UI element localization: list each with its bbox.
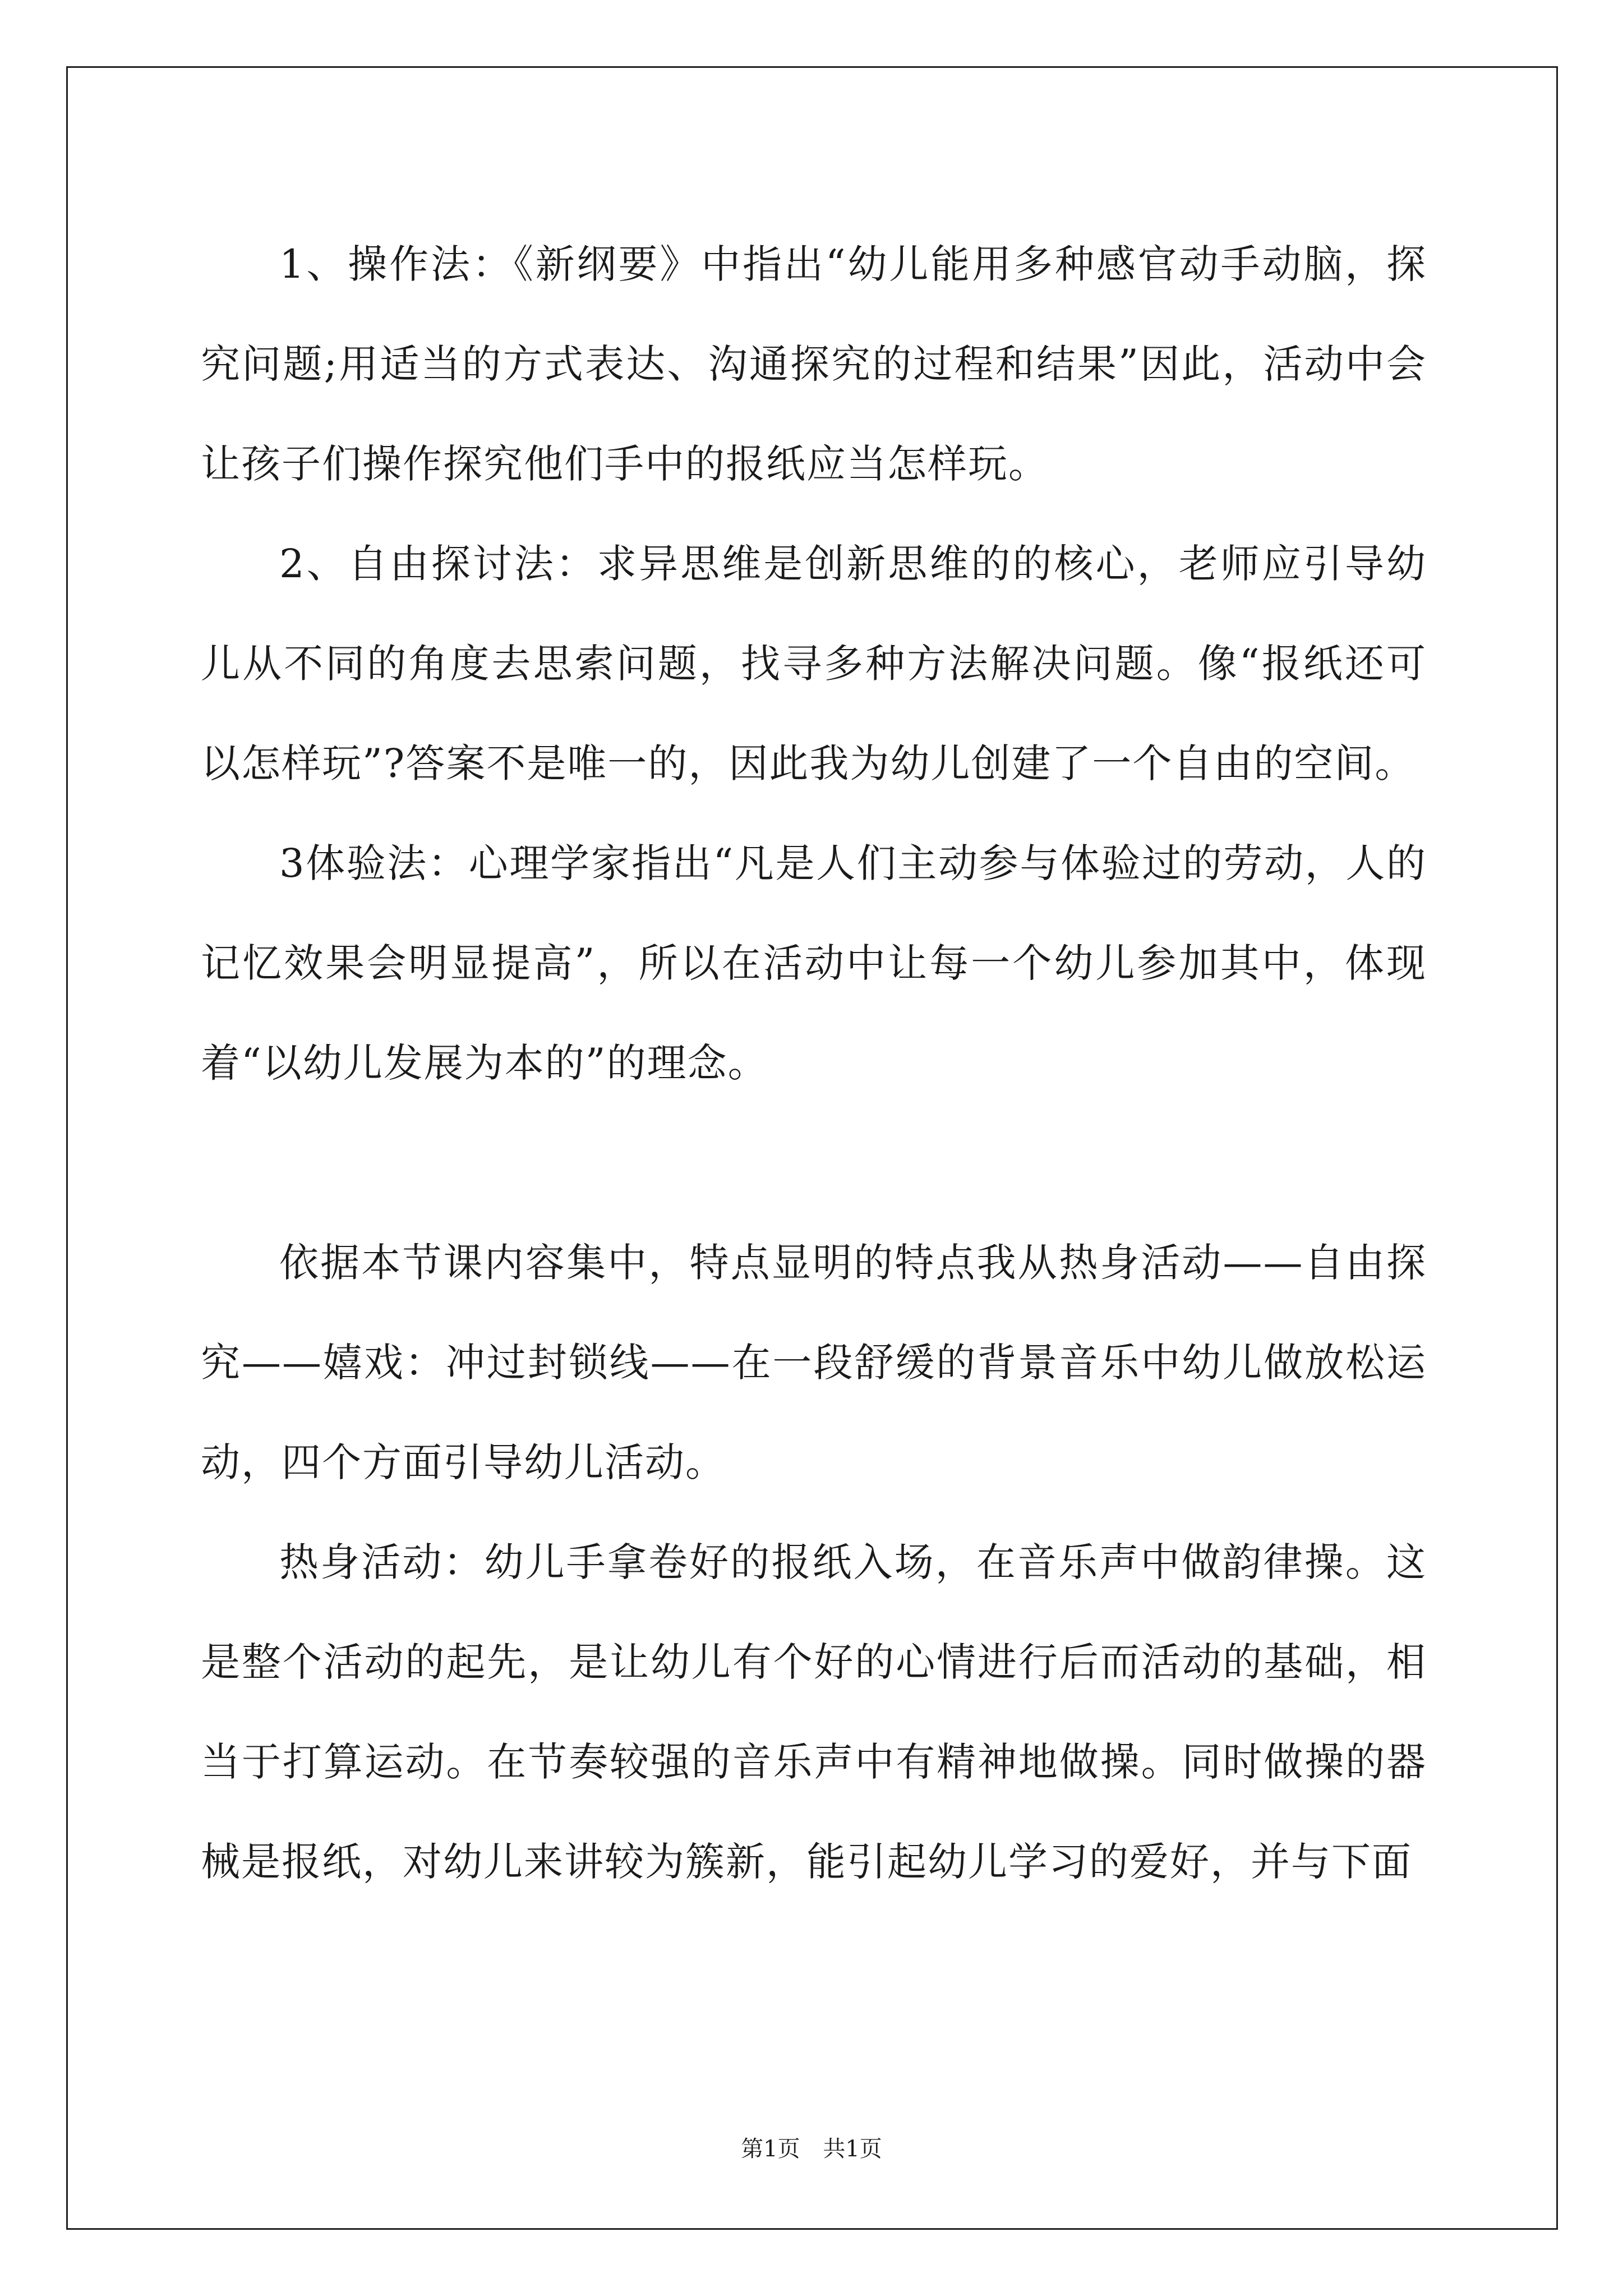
section-spacer (201, 1113, 1427, 1213)
paragraph-free-discussion-method: 2、自由探讨法：求异思维是创新思维的的核心，老师应引导幼儿从不同的角度去思索问题，找寻多种方法解决问题。像“报纸还可以怎样玩”?答案不是唯一的，因此我为幼儿创建了一个自由的空间。 (201, 541, 1427, 786)
page-footer (0, 2135, 1623, 2163)
page-number-current: 第1页 (741, 2136, 800, 2162)
document-body (201, 214, 1427, 1912)
paragraph-activity-overview: 依据本节课内容集中，特点显明的特点我从热身活动——自由探究——嬉戏：冲过封锁线——在一段舒缓的背景音乐中幼儿做放松运动，四个方面引导幼儿活动。 (201, 1240, 1427, 1485)
paragraph-warmup-activity: 热身活动：幼儿手拿卷好的报纸入场，在音乐声中做韵律操。这是整个活动的起先，是让幼儿有个好的心情进行后而活动的基础，相当于打算运动。在节奏较强的音乐声中有精神地做操。同时做操的器械是报纸，对幼儿来讲较为簇新，能引起幼儿学习的爱好，并与下面 (201, 1539, 1427, 1885)
paragraph-experience-method: 3体验法：心理学家指出“凡是人们主动参与体验过的劳动，人的记忆效果会明显提高”，所以在活动中让每一个幼儿参加其中，体现着“以幼儿发展为本的”的理念。 (201, 840, 1427, 1086)
page-number-total: 共1页 (823, 2136, 882, 2162)
paragraph-operation-method: 1、操作法：《新纲要》中指出“幼儿能用多种感官动手动脑，探究问题;用适当的方式表达、沟通探究的过程和结果”因此，活动中会让孩子们操作探究他们手中的报纸应当怎样玩。 (201, 241, 1427, 487)
